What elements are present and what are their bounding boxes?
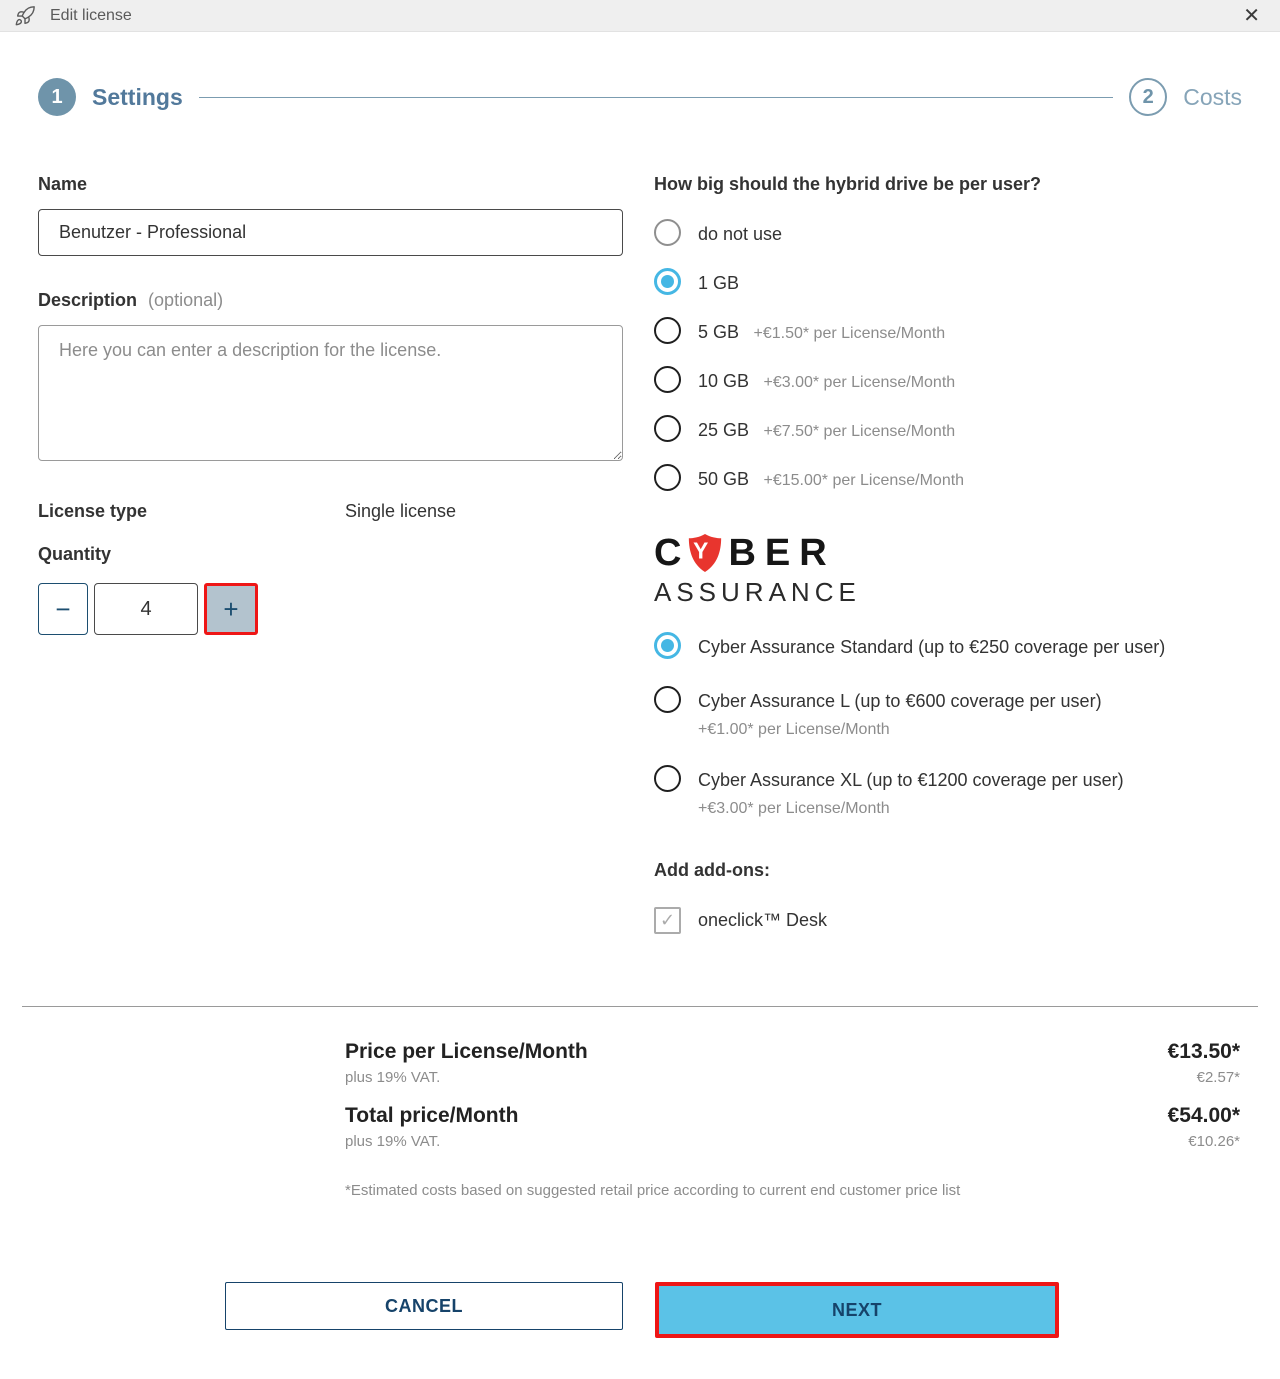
hybrid-drive-question: How big should the hybrid drive be per user? xyxy=(654,174,1042,194)
radio-option-label: 50 GB xyxy=(698,469,750,489)
radio-option-price: +€1.00* per License/Month xyxy=(698,721,890,738)
step-indicator xyxy=(0,78,1280,116)
description-textarea[interactable] xyxy=(38,325,623,461)
quantity-label: Quantity xyxy=(38,544,112,564)
description-label xyxy=(38,290,623,311)
radio-option-label: do not use xyxy=(698,224,783,244)
step-1-label: Settings xyxy=(92,83,183,110)
radio-icon-selected[interactable] xyxy=(654,268,681,295)
dialog-body xyxy=(0,174,1280,934)
radio-option-label: 5 GB xyxy=(698,322,740,342)
quantity-stepper xyxy=(38,583,623,635)
close-icon[interactable]: ✕ xyxy=(1237,4,1266,28)
description-label-text: Description xyxy=(38,290,138,310)
shield-icon xyxy=(686,532,724,574)
settings-left-column xyxy=(38,174,623,934)
price-per-vat-value: €2.57* xyxy=(1196,1069,1240,1086)
quantity-increase-button[interactable]: + xyxy=(204,583,258,635)
checkbox-checked-icon[interactable] xyxy=(654,907,681,934)
settings-right-column xyxy=(654,174,1258,934)
radio-option-price: +€7.50* per License/Month xyxy=(763,423,956,440)
radio-option-10gb[interactable] xyxy=(654,366,1258,394)
total-vat-value: €10.26* xyxy=(1188,1133,1240,1150)
radio-option-label: 1 GB xyxy=(698,273,740,293)
radio-option-label: 25 GB xyxy=(698,420,750,440)
radio-icon[interactable] xyxy=(654,765,681,792)
addon-label: oneclick™ Desk xyxy=(698,910,828,930)
radio-option-50gb[interactable] xyxy=(654,464,1258,492)
step-1-circle: 1 xyxy=(38,78,76,116)
description-optional-text: (optional) xyxy=(148,290,224,310)
radio-option-price: +€15.00* per License/Month xyxy=(763,472,965,489)
svg-text:Y: Y xyxy=(693,537,718,564)
addon-oneclick-desk[interactable] xyxy=(654,907,1258,934)
next-button[interactable]: NEXT xyxy=(659,1286,1055,1334)
logo-assurance-text: ASSURANCE xyxy=(654,577,861,607)
radio-option-label: Cyber Assurance L (up to €600 coverage per user) xyxy=(698,691,1102,711)
step-connector-line xyxy=(199,97,1113,98)
radio-icon[interactable] xyxy=(654,415,681,442)
quantity-input[interactable] xyxy=(94,583,198,635)
radio-option-label: Cyber Assurance Standard (up to €250 coverage per user) xyxy=(698,637,1166,657)
total-price-value: €54.00* xyxy=(1167,1104,1240,1127)
quantity-decrease-button[interactable]: − xyxy=(38,583,88,635)
license-type-label: License type xyxy=(38,501,148,521)
footer-divider xyxy=(22,1006,1258,1007)
radio-option-cyber-xl[interactable] xyxy=(654,765,1258,818)
pricing-summary xyxy=(345,1040,1240,1199)
cyber-assurance-options xyxy=(654,632,1258,818)
price-per-license-label: Price per License/Month xyxy=(345,1040,588,1063)
radio-icon[interactable] xyxy=(654,317,681,344)
check-icon: ✓ xyxy=(659,910,676,930)
cancel-button[interactable]: CANCEL xyxy=(225,1282,623,1330)
radio-option-price: +€1.50* per License/Month xyxy=(753,325,946,342)
name-input[interactable] xyxy=(38,209,623,256)
radio-option-label: Cyber Assurance XL (up to €1200 coverage per user) xyxy=(698,770,1124,790)
price-footnote: *Estimated costs based on suggested retail price according to current end customer price list xyxy=(345,1182,961,1199)
dialog-actions xyxy=(225,1282,1059,1338)
logo-letters-ber: BER xyxy=(728,532,836,574)
dialog-header xyxy=(0,0,1280,32)
price-per-license-value: €13.50* xyxy=(1167,1040,1240,1063)
radio-icon-selected[interactable] xyxy=(654,632,681,659)
radio-option-25gb[interactable] xyxy=(654,415,1258,443)
radio-icon[interactable] xyxy=(654,464,681,491)
logo-letter-c: C xyxy=(654,532,691,574)
radio-option-cyber-standard[interactable] xyxy=(654,632,1258,660)
price-per-vat-label: plus 19% VAT. xyxy=(345,1069,441,1086)
add-addons-title: Add add-ons: xyxy=(654,860,770,880)
total-vat-label: plus 19% VAT. xyxy=(345,1133,441,1150)
radio-option-label: 10 GB xyxy=(698,371,750,391)
hybrid-drive-options xyxy=(654,219,1258,492)
step-2-label: Costs xyxy=(1183,83,1242,110)
radio-icon[interactable] xyxy=(654,366,681,393)
radio-icon[interactable] xyxy=(654,686,681,713)
license-type-row xyxy=(38,501,623,522)
name-label: Name xyxy=(38,174,88,194)
total-price-label: Total price/Month xyxy=(345,1104,519,1127)
radio-option-price: +€3.00* per License/Month xyxy=(763,374,956,391)
radio-icon[interactable] xyxy=(654,219,681,246)
radio-option-cyber-l[interactable] xyxy=(654,686,1258,739)
license-type-value: Single license xyxy=(345,501,457,521)
radio-option-price: +€3.00* per License/Month xyxy=(698,800,890,817)
radio-option-5gb[interactable] xyxy=(654,317,1258,345)
cyber-assurance-logo xyxy=(654,532,1258,608)
next-button-highlight xyxy=(655,1282,1059,1338)
rocket-icon xyxy=(14,5,36,27)
radio-option-1gb[interactable] xyxy=(654,268,1258,296)
dialog-title: Edit license xyxy=(50,6,132,24)
step-2-circle: 2 xyxy=(1129,78,1167,116)
radio-option-do-not-use[interactable] xyxy=(654,219,1258,247)
